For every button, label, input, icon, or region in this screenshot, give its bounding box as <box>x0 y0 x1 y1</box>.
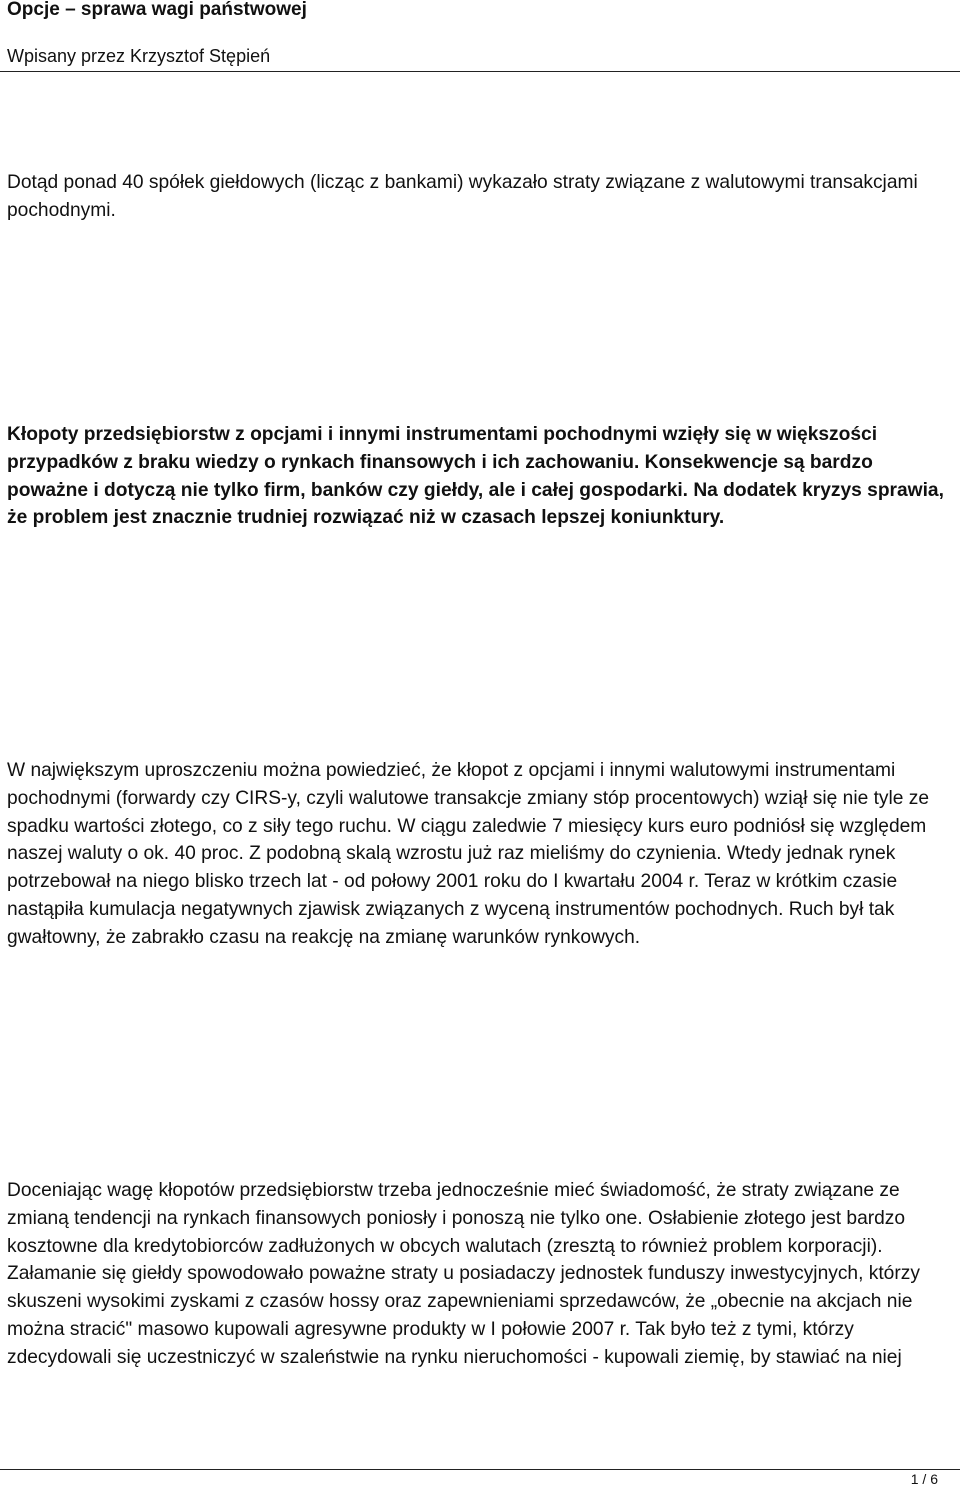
header-divider <box>0 71 960 72</box>
article-paragraph-3: W największym uproszczeniu można powiedzieć, że kłopot z opcjami i innymi walutowymi instrumentami pochodnymi (forwardy czy CIRS-y, czyli walutowe transakcje zmiany stóp procentowych) wziął się nie tyle ze spadku wartości złotego, co z siły tego ruchu. W ciągu zaledwie 7 miesięcy kurs euro podniósł się względem naszej waluty o ok. 40 proc. Z podobną skalą wzrostu już raz mieliśmy do czynienia. Wtedy jednak rynek potrzebował na niego blisko trzech lat - od połowy 2001 roku do I kwartału 2004 r. Teraz w krótkim czasie nastąpiła kumulacja negatywnych zjawisk związanych z wyceną instrumentów pochodnych. Ruch był tak gwałtowny, że zabrakło czasu na reakcję na zmianę warunków rynkowych. <box>7 760 930 948</box>
article-paragraph-1: Dotąd ponad 40 spółek giełdowych (licząc z bankami) wykazało straty związane z walutowymi transakcjami pochodnymi. <box>7 172 918 221</box>
footer-divider <box>0 1469 960 1470</box>
document-title: Opcje – sprawa wagi państwowej <box>7 0 307 20</box>
article-lead-paragraph: Kłopoty przedsiębiorstw z opcjami i innymi instrumentami pochodnymi wzięły się w większości przypadków z braku wiedzy o rynkach finansowych i ich zachowaniu. Konsekwencje są bardzo poważne i dotyczą nie tylko firm, banków czy giełdy, ale i całej gospodarki. Na dodatek kryzys sprawia, że problem jest znacznie trudniej rozwiązać niż w czasach lepszej koniunktury. <box>7 424 944 529</box>
article-paragraph-4: Doceniając wagę kłopotów przedsiębiorstw trzeba jednocześnie mieć świadomość, że straty związane ze zmianą tendencji na rynkach finansowych poniosły i ponoszą nie tylko one. Osłabienie złotego jest bardzo kosztowne dla kredytobiorców zadłużonych w obcych walutach (zresztą to również problem korporacji). Załamanie się giełdy spowodowało poważne straty u posiadaczy jednostek funduszy inwestycyjnych, którzy skuszeni wysokimi zyskami z czasów hossy oraz zapewnieniami sprzedawców, że „obecnie na akcjach nie można stracić" masowo kupowali agresywne produkty w I połowie 2007 r. Tak było też z tymi, którzy zdecydowali się uczestniczyć w szaleństwie na rynku nieruchomości - kupowali ziemię, by stawiać na niej <box>7 1180 920 1368</box>
page-number: 1 / 6 <box>910 1471 938 1487</box>
author-byline: Wpisany przez Krzysztof Stępień <box>7 46 271 66</box>
